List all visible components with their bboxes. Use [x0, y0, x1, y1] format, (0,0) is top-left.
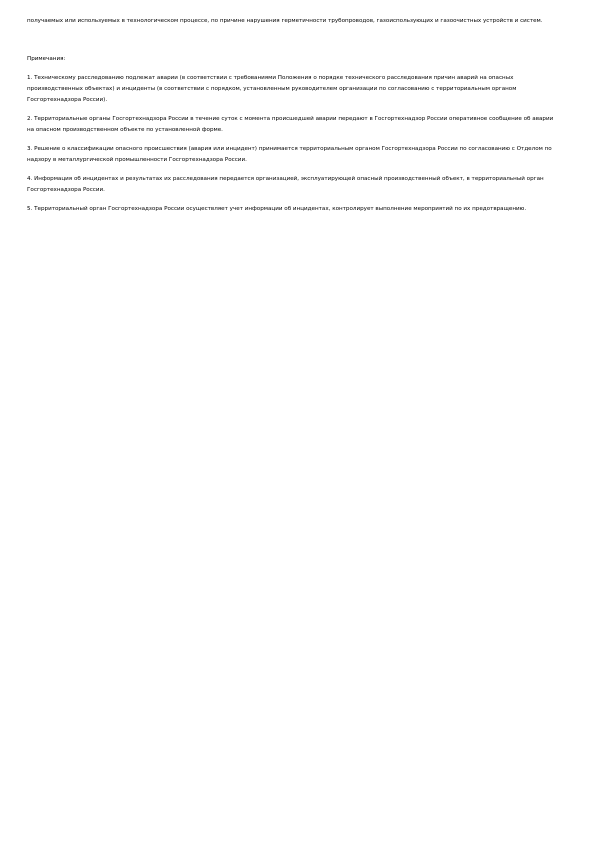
note-5: 5. Территориальный орган Госгортехнадзора России осуществляет учет информации об инцидентах, контролирует выполнение мероприятий по их предотвращению.: [27, 206, 527, 212]
note-3: 3. Решение о классификации опасного происшествия (авария или инцидент) принимается территориальным органом Госгортехнадзора России по согласованию с Отделом по надзору в металлургической промышленности Госгортехнадзора России.: [27, 146, 552, 163]
notes-heading: Примечания:: [27, 56, 66, 62]
document-body: [27, 16, 561, 223]
intro-paragraph: получаемых или используемых в технологическом процессе, по причине нарушения герметичности трубопроводов, газоиспользующих и газоочистных устройств и систем.: [27, 18, 543, 24]
note-1: 1. Техническому расследованию подлежат аварии (в соответствии с требованиями Положения о порядке технического расследования причин аварий на опасных производственных объектах) и инциденты (в соответствии с порядком, установленным руководителем организации по согласованию с территориальным органом Госгортехнадзора России).: [27, 75, 517, 103]
note-4: 4. Информация об инцидентах и результатах их расследования передается организацией, эксплуатирующей опасный производственный объект, в территориальный орган Госгортехнадзора России.: [27, 176, 544, 193]
note-2: 2. Территориальные органы Госгортехнадзора России в течение суток с момента происшедшей аварии передают в Госгортехнадзор России оперативное сообщение об аварии на опасном производственном объекте по установленной форме.: [27, 116, 554, 133]
